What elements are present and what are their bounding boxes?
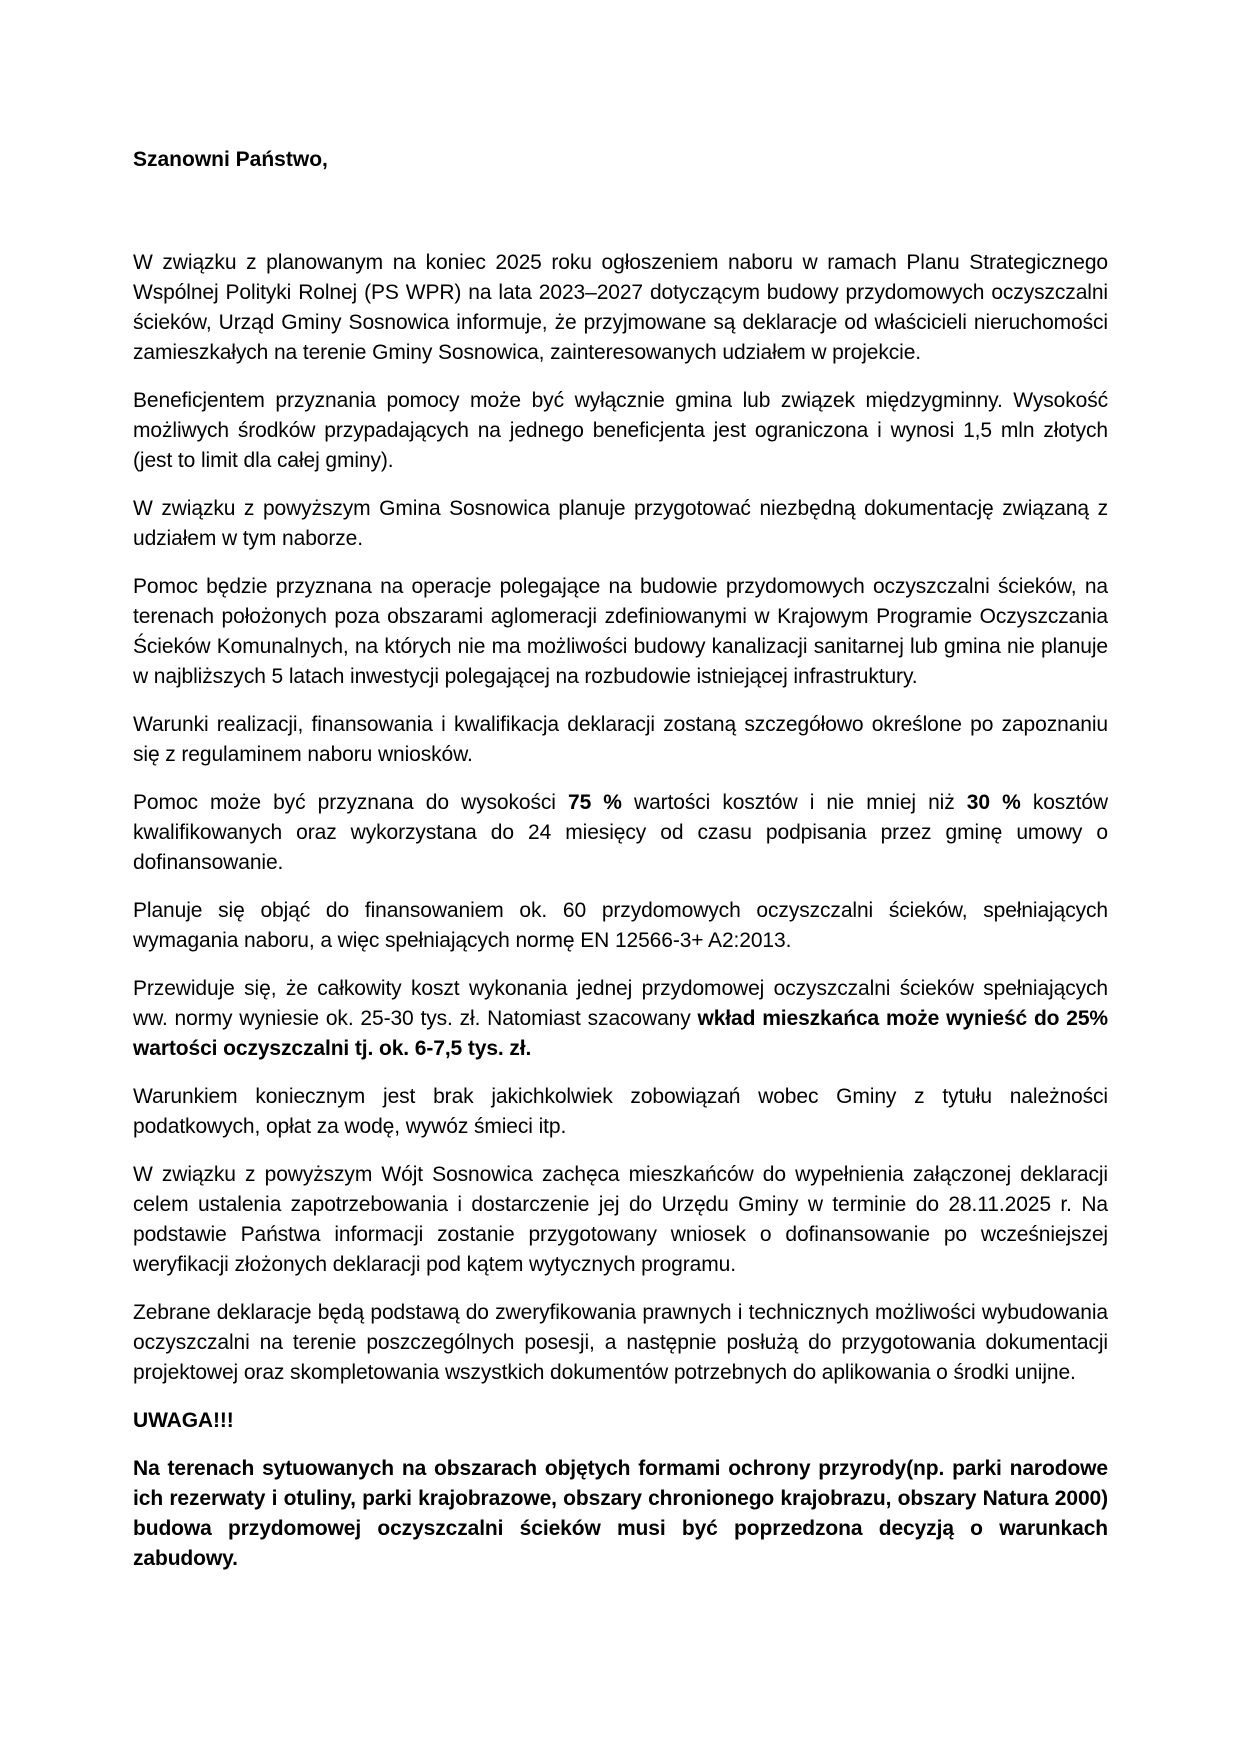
document-body <box>133 248 1108 1574</box>
bold-text-run: wkład mieszkańca może wynieść do 25% wartości oczyszczalni tj. ok. 6-7,5 tys. zł. <box>133 1007 1108 1060</box>
text-run: Warunkiem koniecznym jest brak jakichkolwiek zobowiązań wobec Gminy z tytułu należności podatkowych, opłat za wodę, wywóz śmieci itp. <box>133 1085 1108 1138</box>
salutation: Szanowni Państwo, <box>133 148 328 171</box>
text-run: Pomoc może być przyznana do wysokości <box>133 791 568 814</box>
paragraph <box>133 1082 1108 1142</box>
paragraph <box>133 710 1108 770</box>
text-run: Beneficjentem przyznania pomocy może być wyłącznie gmina lub związek międzygminny. Wysokość możliwych środków przypadających na jednego beneficjenta jest ograniczona i wynosi 1,5 mln złotych (jest to limit dla całej gminy). <box>133 389 1108 472</box>
text-run: W związku z planowanym na koniec 2025 roku ogłoszeniem naboru w ramach Planu Strategicznego Wspólnej Polityki Rolnej (PS WPR) na lata 2023–2027 dotyczącym budowy przydomowych oczyszczalni ścieków, Urząd Gminy Sosnowica informuje, że przyjmowane są deklaracje od właścicieli nieruchomości zamieszkałych na terenie Gminy Sosnowica, zainteresowanych udziałem w projekcie. <box>133 251 1108 364</box>
text-run: kosztów kwalifikowanych oraz wykorzystana do 24 miesięcy od czasu podpisania przez gminę umowy o dofinansowanie. <box>133 791 1108 874</box>
text-run: Zebrane deklaracje będą podstawą do zweryfikowania prawnych i technicznych możliwości wybudowania oczyszczalni na terenie poszczególnych posesji, a następnie posłużą do przygotowania dokumentacji projektowej oraz skompletowania wszystkich dokumentów potrzebnych do aplikowania o środki unijne. <box>133 1301 1108 1384</box>
paragraph <box>133 1454 1108 1574</box>
text-run: Planuje się objąć do finansowaniem ok. 60 przydomowych oczyszczalni ścieków, spełniających wymagania naboru, a więc spełniających normę EN 12566-3+ A2:2013. <box>133 899 1108 952</box>
paragraph <box>133 896 1108 956</box>
text-run: Warunki realizacji, finansowania i kwalifikacja deklaracji zostaną szczegółowo określone po zapoznaniu się z regulaminem naboru wniosków. <box>133 713 1108 766</box>
text-run: W związku z powyższym Gmina Sosnowica planuje przygotować niezbędną dokumentację związaną z udziałem w tym naborze. <box>133 497 1108 550</box>
bold-text-run: 75 % <box>568 791 622 814</box>
paragraph <box>133 572 1108 692</box>
bold-text-run: 30 % <box>966 791 1021 814</box>
paragraph <box>133 1298 1108 1388</box>
paragraph <box>133 1160 1108 1280</box>
bold-text-run: Na terenach sytuowanych na obszarach objętych formami ochrony przyrody(np. parki narodowe ich rezerwaty i otuliny, parki krajobrazowe, obszary chronionego krajobrazu, obszary Natura 2000) budowa przydomowej oczyszczalni ścieków musi być poprzedzona decyzją o warunkach zabudowy. <box>133 1457 1108 1570</box>
paragraph <box>133 386 1108 476</box>
paragraph <box>133 248 1108 368</box>
bold-text-run: UWAGA!!! <box>133 1409 234 1432</box>
text-run: wartości kosztów i nie mniej niż <box>621 791 967 814</box>
text-run: Pomoc będzie przyznana na operacje polegające na budowie przydomowych oczyszczalni ścieków, na terenach położonych poza obszarami aglomeracji zdefiniowanymi w Krajowym Programie Oczyszczania Ścieków Komunalnych, na których nie ma możliwości budowy kanalizacji sanitarnej lub gmina nie planuje w najbliższych 5 latach inwestycji polegającej na rozbudowie istniejącej infrastruktury. <box>133 575 1108 688</box>
paragraph <box>133 788 1108 878</box>
text-run: Przewiduje się, że całkowity koszt wykonania jednej przydomowej oczyszczalni ścieków spełniających ww. normy wyniesie ok. 25-30 tys. zł. Natomiast szacowany <box>133 977 1108 1030</box>
paragraph <box>133 1406 1108 1436</box>
text-run: W związku z powyższym Wójt Sosnowica zachęca mieszkańców do wypełnienia załączonej deklaracji celem ustalenia zapotrzebowania i dostarczenie jej do Urzędu Gminy w terminie do 28.11.2025 r. Na podstawie Państwa informacji zostanie przygotowany wniosek o dofinansowanie po wcześniejszej weryfikacji złożonych deklaracji pod kątem wytycznych programu. <box>133 1163 1108 1276</box>
paragraph <box>133 974 1108 1064</box>
paragraph <box>133 494 1108 554</box>
